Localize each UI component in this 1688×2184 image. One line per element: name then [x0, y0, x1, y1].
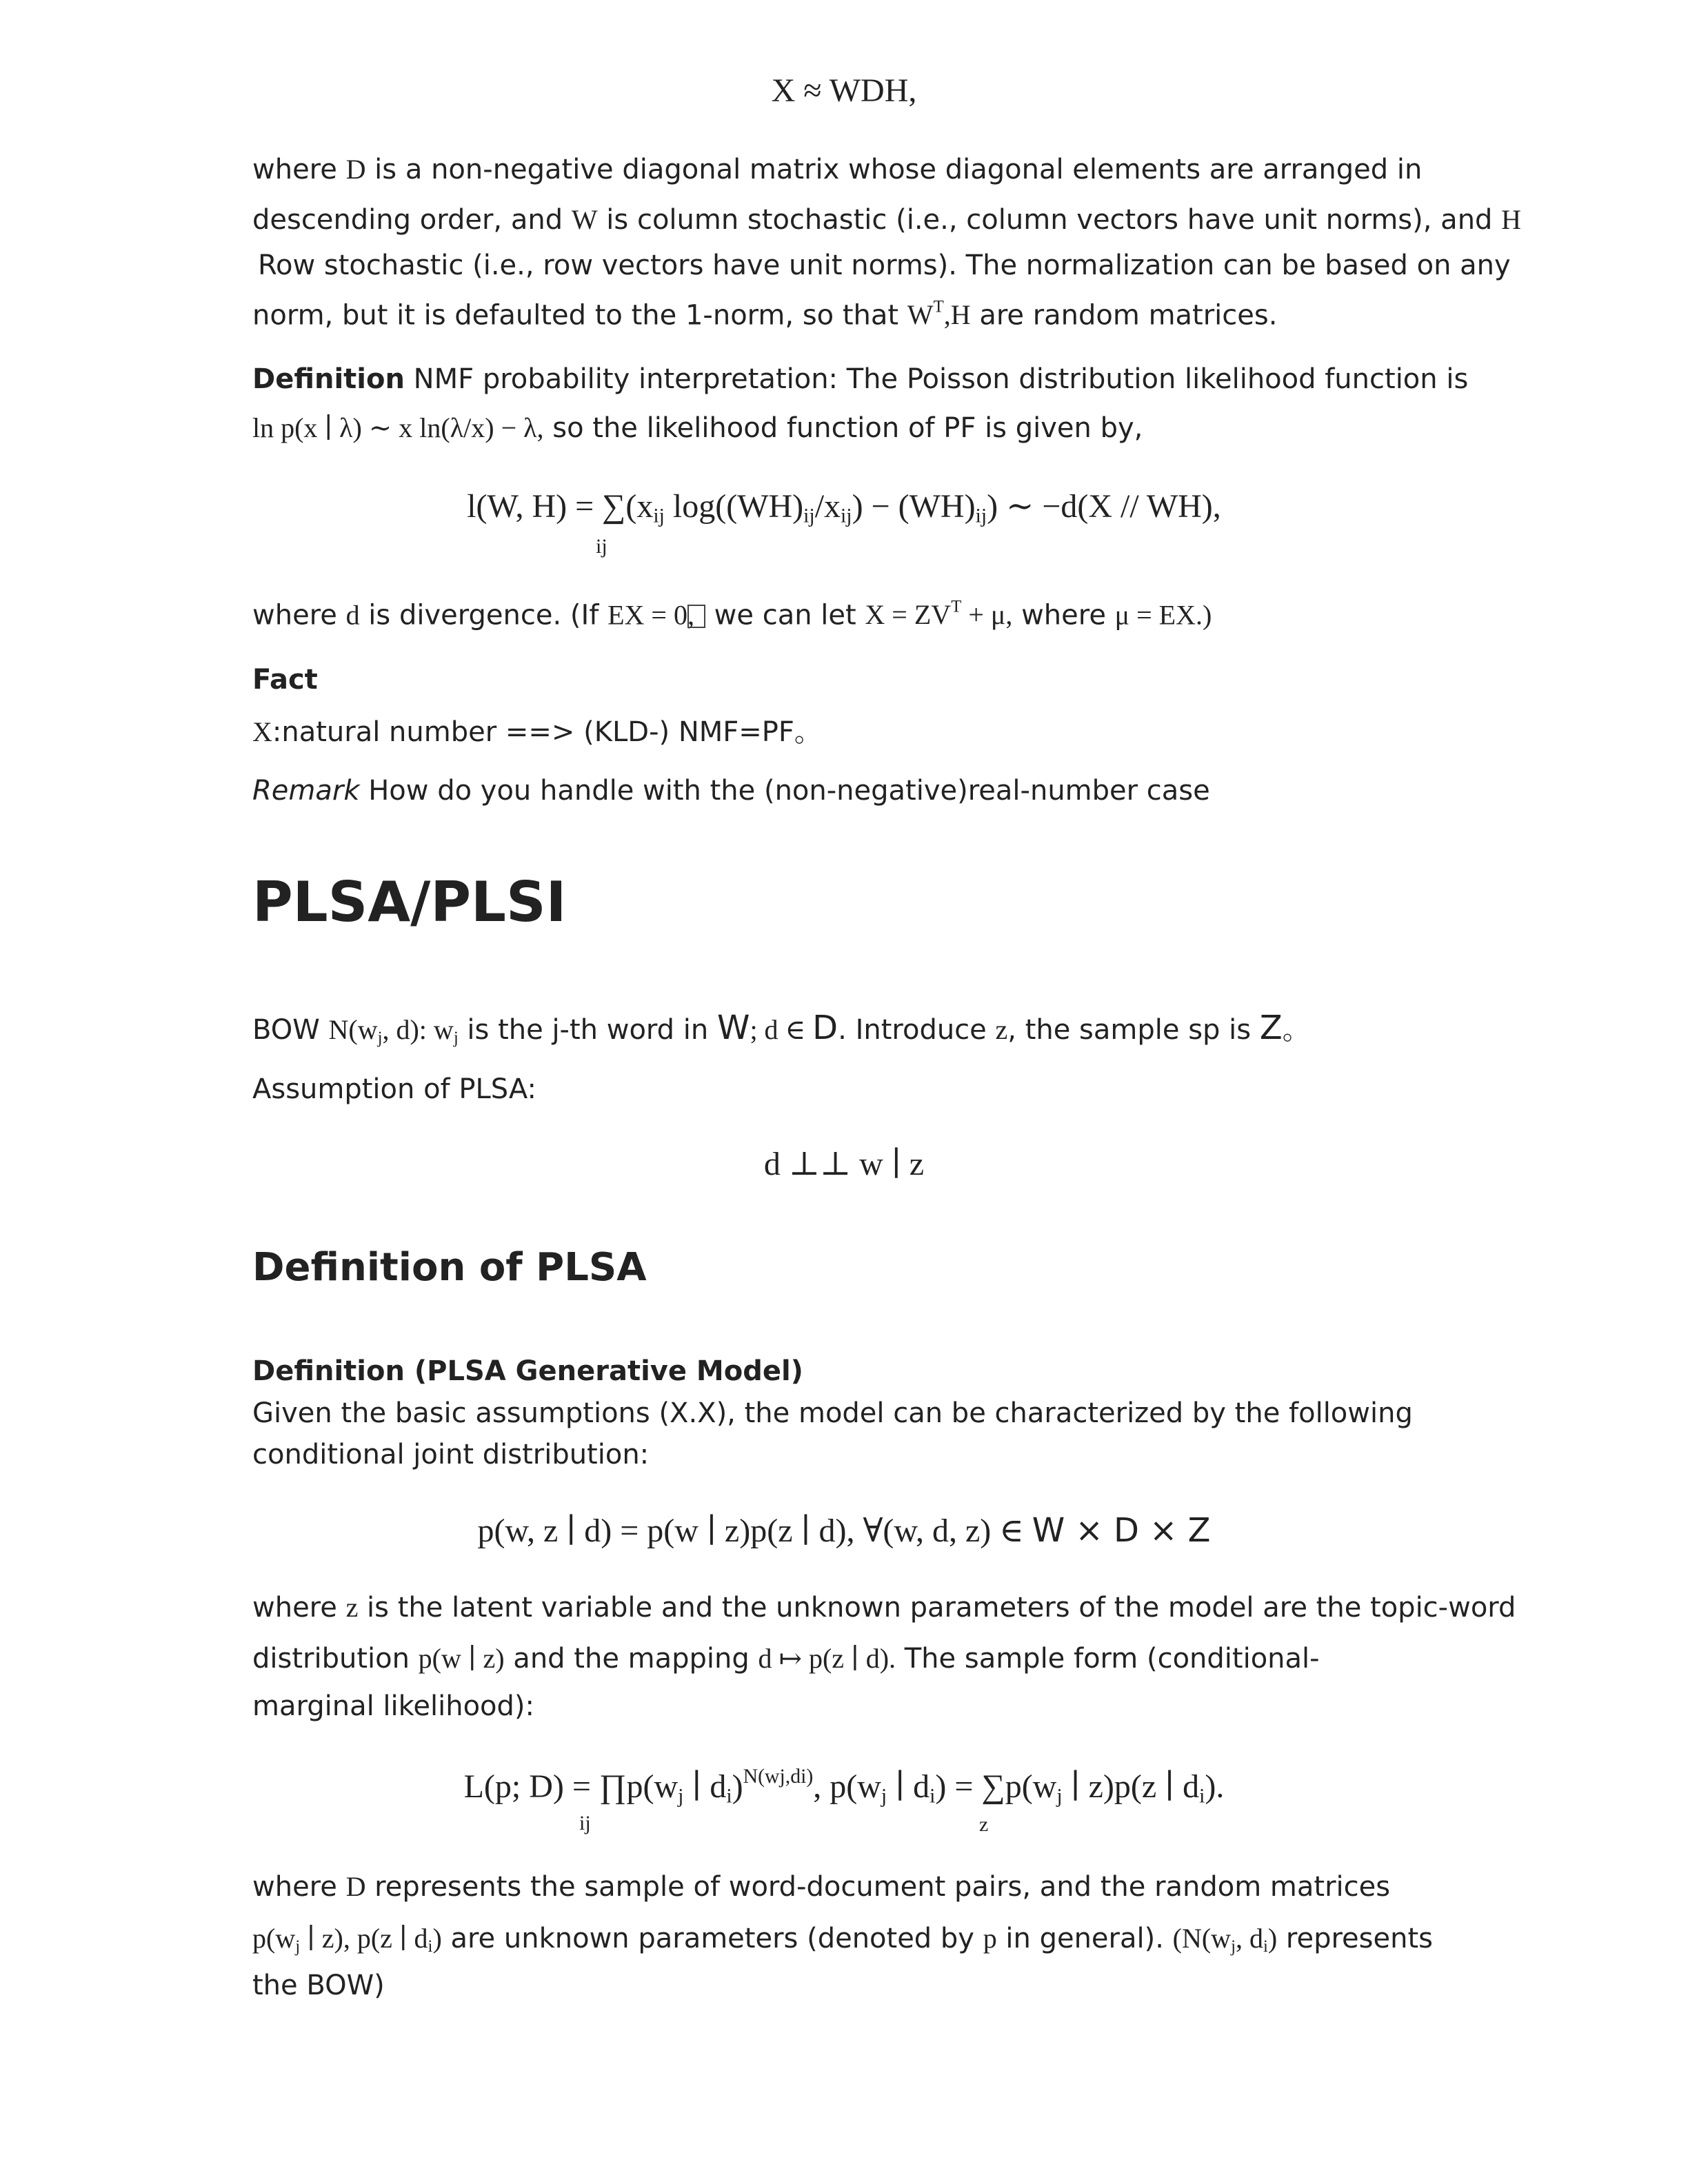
definition-generative-line1: Given the basic assumptions (X.X), the model can be characterized by the following — [252, 1397, 1413, 1429]
bow-definition: BOW $N(w_j$, d): $w_j$ is the j-th word in W; d ∈ D. Introduce z, the sample sp is Z。 — [252, 1009, 1310, 1048]
paragraph-sample: where D represents the sample of word-document pairs, and the random matrices — [252, 1871, 1391, 1903]
fact-label: Fact — [252, 664, 318, 696]
definition-label: Definition — [252, 363, 405, 395]
heading-plsa-plsi: PLSA/PLSI — [252, 870, 567, 934]
sum-index: ij — [596, 535, 607, 558]
paragraph-line: where D is a non-negative diagonal matrix whose diagonal elements are arranged in — [252, 154, 1423, 185]
fact-text: X:natural number ==> (KLD-) NMF=PF。 — [252, 716, 822, 748]
heading-definition-of-plsa: Definition of PLSA — [252, 1245, 647, 1290]
paragraph-sample-line2: $p(w_j$ ∣ z), p(z ∣ $d_i$) are unknown parameters (denoted by p in general). ($N(w_j$, $d_i$) represents — [252, 1923, 1433, 1957]
equation-likelihood: l(W, $H) = \sum(x_{ij}$ $\log((WH)_{ij}/x_{ij}) - (WH)_{ij}$) ∼ −d(X // WH), — [467, 488, 1221, 527]
equation-joint-distribution: p(w, z ∣ d) = p(w ∣ z)p(z ∣ d), ∀(w, d, z) ∈ W × D × Z — [477, 1511, 1211, 1550]
definition-nmf: Definition NMF probability interpretation: The Poisson distribution likelihood function is — [252, 363, 1469, 395]
remark: Remark How do you handle with the (non-negative)real-number case — [252, 775, 1210, 807]
sum-index: z — [979, 1813, 989, 1836]
assumption-label: Assumption of PLSA: — [252, 1073, 537, 1105]
paragraph-latent-line2: distribution p(w ∣ z) and the mapping d ↦ p(z ∣ d). The sample form (conditional- — [252, 1643, 1320, 1675]
paragraph-line: norm, but it is defaulted to the 1-norm, so that $W^T,H$ are random matrices. — [252, 298, 1278, 332]
equation-xwdh: X ≈ WDH, — [771, 72, 917, 109]
paragraph-latent: where z is the latent variable and the unknown parameters of the model are the topic-word — [252, 1592, 1516, 1624]
definition-generative-line2: conditional joint distribution: — [252, 1439, 650, 1470]
missing-glyph-icon — [687, 605, 705, 628]
paragraph-line: Row stochastic (i.e., row vectors have unit norms). The normalization can be based on any — [258, 250, 1511, 281]
definition-nmf-line2: ln p(x ∣ λ) ∼ x ln(λ/x) − λ, so the likelihood function of PF is given by, — [252, 412, 1143, 444]
product-index: ij — [579, 1812, 591, 1834]
equation-marginal-likelihood: L(p; $D) = \prod p(w_j$ ∣ $d_i)^{N(wj,di)}$, $p(w_j$ ∣ $d_i) = \sum p(w_j$ ∣ z)p(z ∣ $d_i$). — [463, 1765, 1225, 1808]
paragraph-divergence: where d is divergence. (If EX = 0, we can let $X = ZV^T + \mu$, where μ = EX.) — [252, 598, 1212, 631]
definition-generative-label: Definition (PLSA Generative Model) — [252, 1355, 803, 1387]
paragraph-latent-line3: marginal likelihood): — [252, 1690, 534, 1722]
paragraph-sample-line3: the BOW) — [252, 1970, 385, 2001]
remark-label: Remark — [252, 775, 360, 807]
equation-independence: d ⊥⊥ w ∣ z — [763, 1146, 925, 1182]
paragraph-line: descending order, and W is column stochastic (i.e., column vectors have unit norms), and H — [252, 204, 1522, 236]
